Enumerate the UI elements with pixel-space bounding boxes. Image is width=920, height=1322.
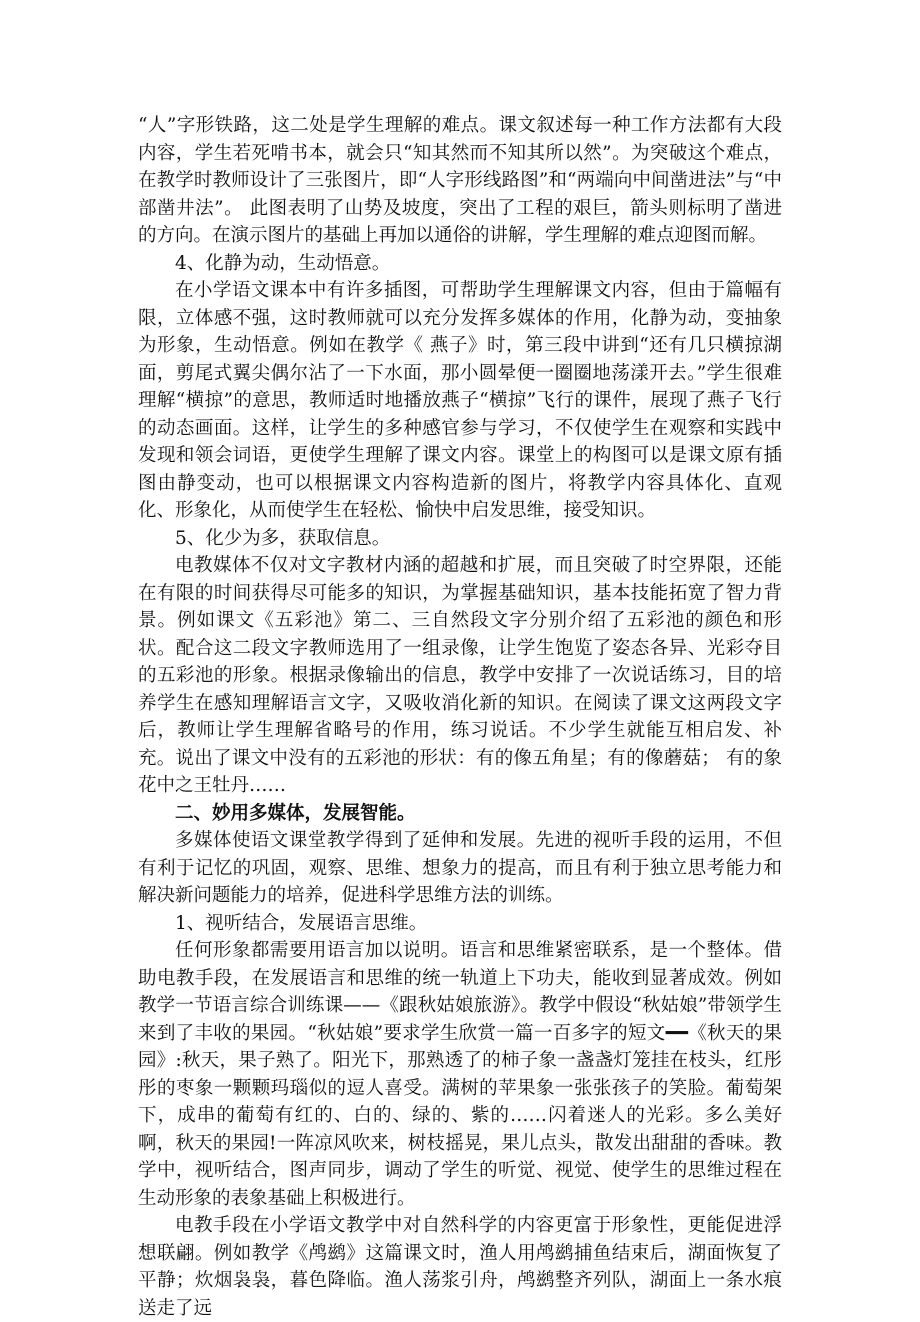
section-heading-2: 二、妙用多媒体，发展智能。 xyxy=(175,802,416,824)
paragraph-5: 任何形象都需要用语言加以说明。语言和思维紧密联系，是一个整体。借助电教手段，在发展语言和思维的统一轨道上下功夫，能收到显著成效。例如教学一节语言综合训练课——《跟秋姑娘旅游》。教学中假设“秋姑娘”带领学生来到了丰收的果园。“秋姑娘”要求学生欣赏一篇一百多字的短文━━《秋天的果园》:秋天，果子熟了。阳光下，那熟透了的柿子象一盏盏灯笼挂在枝头，红彤彤的枣象一颗颗玛瑙似的逗人喜受。满树的苹果象一张张孩子的笑脸。葡萄架下，成串的葡萄有红的、白的、绿的、紫的……闪着迷人的光彩。多么美好啊，秋天的果园!一阵凉风吹来，树枝摇晃，果儿点头，散发出甜甜的香味。教学中，视听结合，图声同步，调动了学生的听觉、视觉、使学生的思维过程在生动形象的表象基础上积极进行。 xyxy=(138,940,782,1209)
paragraph-1: “人”字形铁路，这二处是学生理解的难点。课文叙述每一种工作方法都有大段内容，学生若死啃书本，就会只“知其然而不知其所以然”。为突破这个难点，在教学时教师设计了三张图片，即“人字形线路图”和“两端向中间凿进法”与“中部凿井法”。 此图表明了山势及坡度，突出了工程的艰巨，箭头则标明了凿进的方向。在演示图片的基础上再加以通俗的讲解，学生理解的难点迎图而解。 xyxy=(138,115,782,246)
paragraph-4: 多媒体使语文课堂教学得到了延伸和发展。先进的视听手段的运用，不但有利于记忆的巩固，观察、思维、想象力的提高，而且有利于独立思考能力和解决新问题能力的培养，促进科学思维方法的训练。 xyxy=(138,830,782,906)
subheading-4: 4、化静为动，生动悟意。 xyxy=(175,252,391,274)
paragraph-6: 电教手段在小学语文教学中对自然科学的内容更富于形象性，更能促进浮想联翩。例如教学《鸬鹚》这篇课文时，渔人用鸬鹚捕鱼结束后，湖面恢复了平静；炊烟袅袅，暮色降临。渔人荡浆引舟，鸬鹚整齐列队，湖面上一条水痕送走了远 xyxy=(138,1215,782,1319)
document-body xyxy=(138,112,782,1322)
paragraph-3: 电教媒体不仅对文字教材内涵的超越和扩展，而且突破了时空界限，还能在有限的时间获得尽可能多的知识，为掌握基础知识，基本技能拓宽了智力背景。例如课文《五彩池》第二、三自然段文字分别介绍了五彩池的颜色和形状。配合这二段文字教师选用了一组录像，让学生饱览了姿态各异、光彩夺目的五彩池的形象。根据录像输出的信息，教学中安排了一次说话练习，目的培养学生在感知理解语言文字，又吸收消化新的知识。在阅读了课文这两段文字后，教师让学生理解省略号的作用，练习说话。不少学生就能互相启发、补充。说出了课文中没有的五彩池的形状：有的像五角星；有的像蘑菇； 有的象花中之王牡丹…… xyxy=(138,555,782,796)
subheading-1: 1、视听结合，发展语言思维。 xyxy=(175,912,428,934)
subheading-5: 5、化少为多，获取信息。 xyxy=(175,527,391,549)
paragraph-2: 在小学语文课本中有许多插图，可帮助学生理解课文内容，但由于篇幅有限，立体感不强，这时教师就可以充分发挥多媒体的作用，化静为动，变抽象为形象，生动悟意。例如在教学《 燕子》时，第三段中讲到“还有几只横掠湖面，剪尾式翼尖偶尔沾了一下水面，那小圆晕便一圈圈地荡漾开去。”学生很难理解“横掠”的意思，教师适时地播放燕子“横掠”飞行的课件，展现了燕子飞行的动态画面。这样，让学生的多种感官参与学习，不仅使学生在观察和实践中发现和领会词语，更使学生理解了课文内容。课堂上的构图可以是课文原有插图由静变动，也可以根据课文内容构造新的图片，将教学内容具体化、直观化、形象化，从而使学生在轻松、愉快中启发思维，接受知识。 xyxy=(138,280,782,521)
